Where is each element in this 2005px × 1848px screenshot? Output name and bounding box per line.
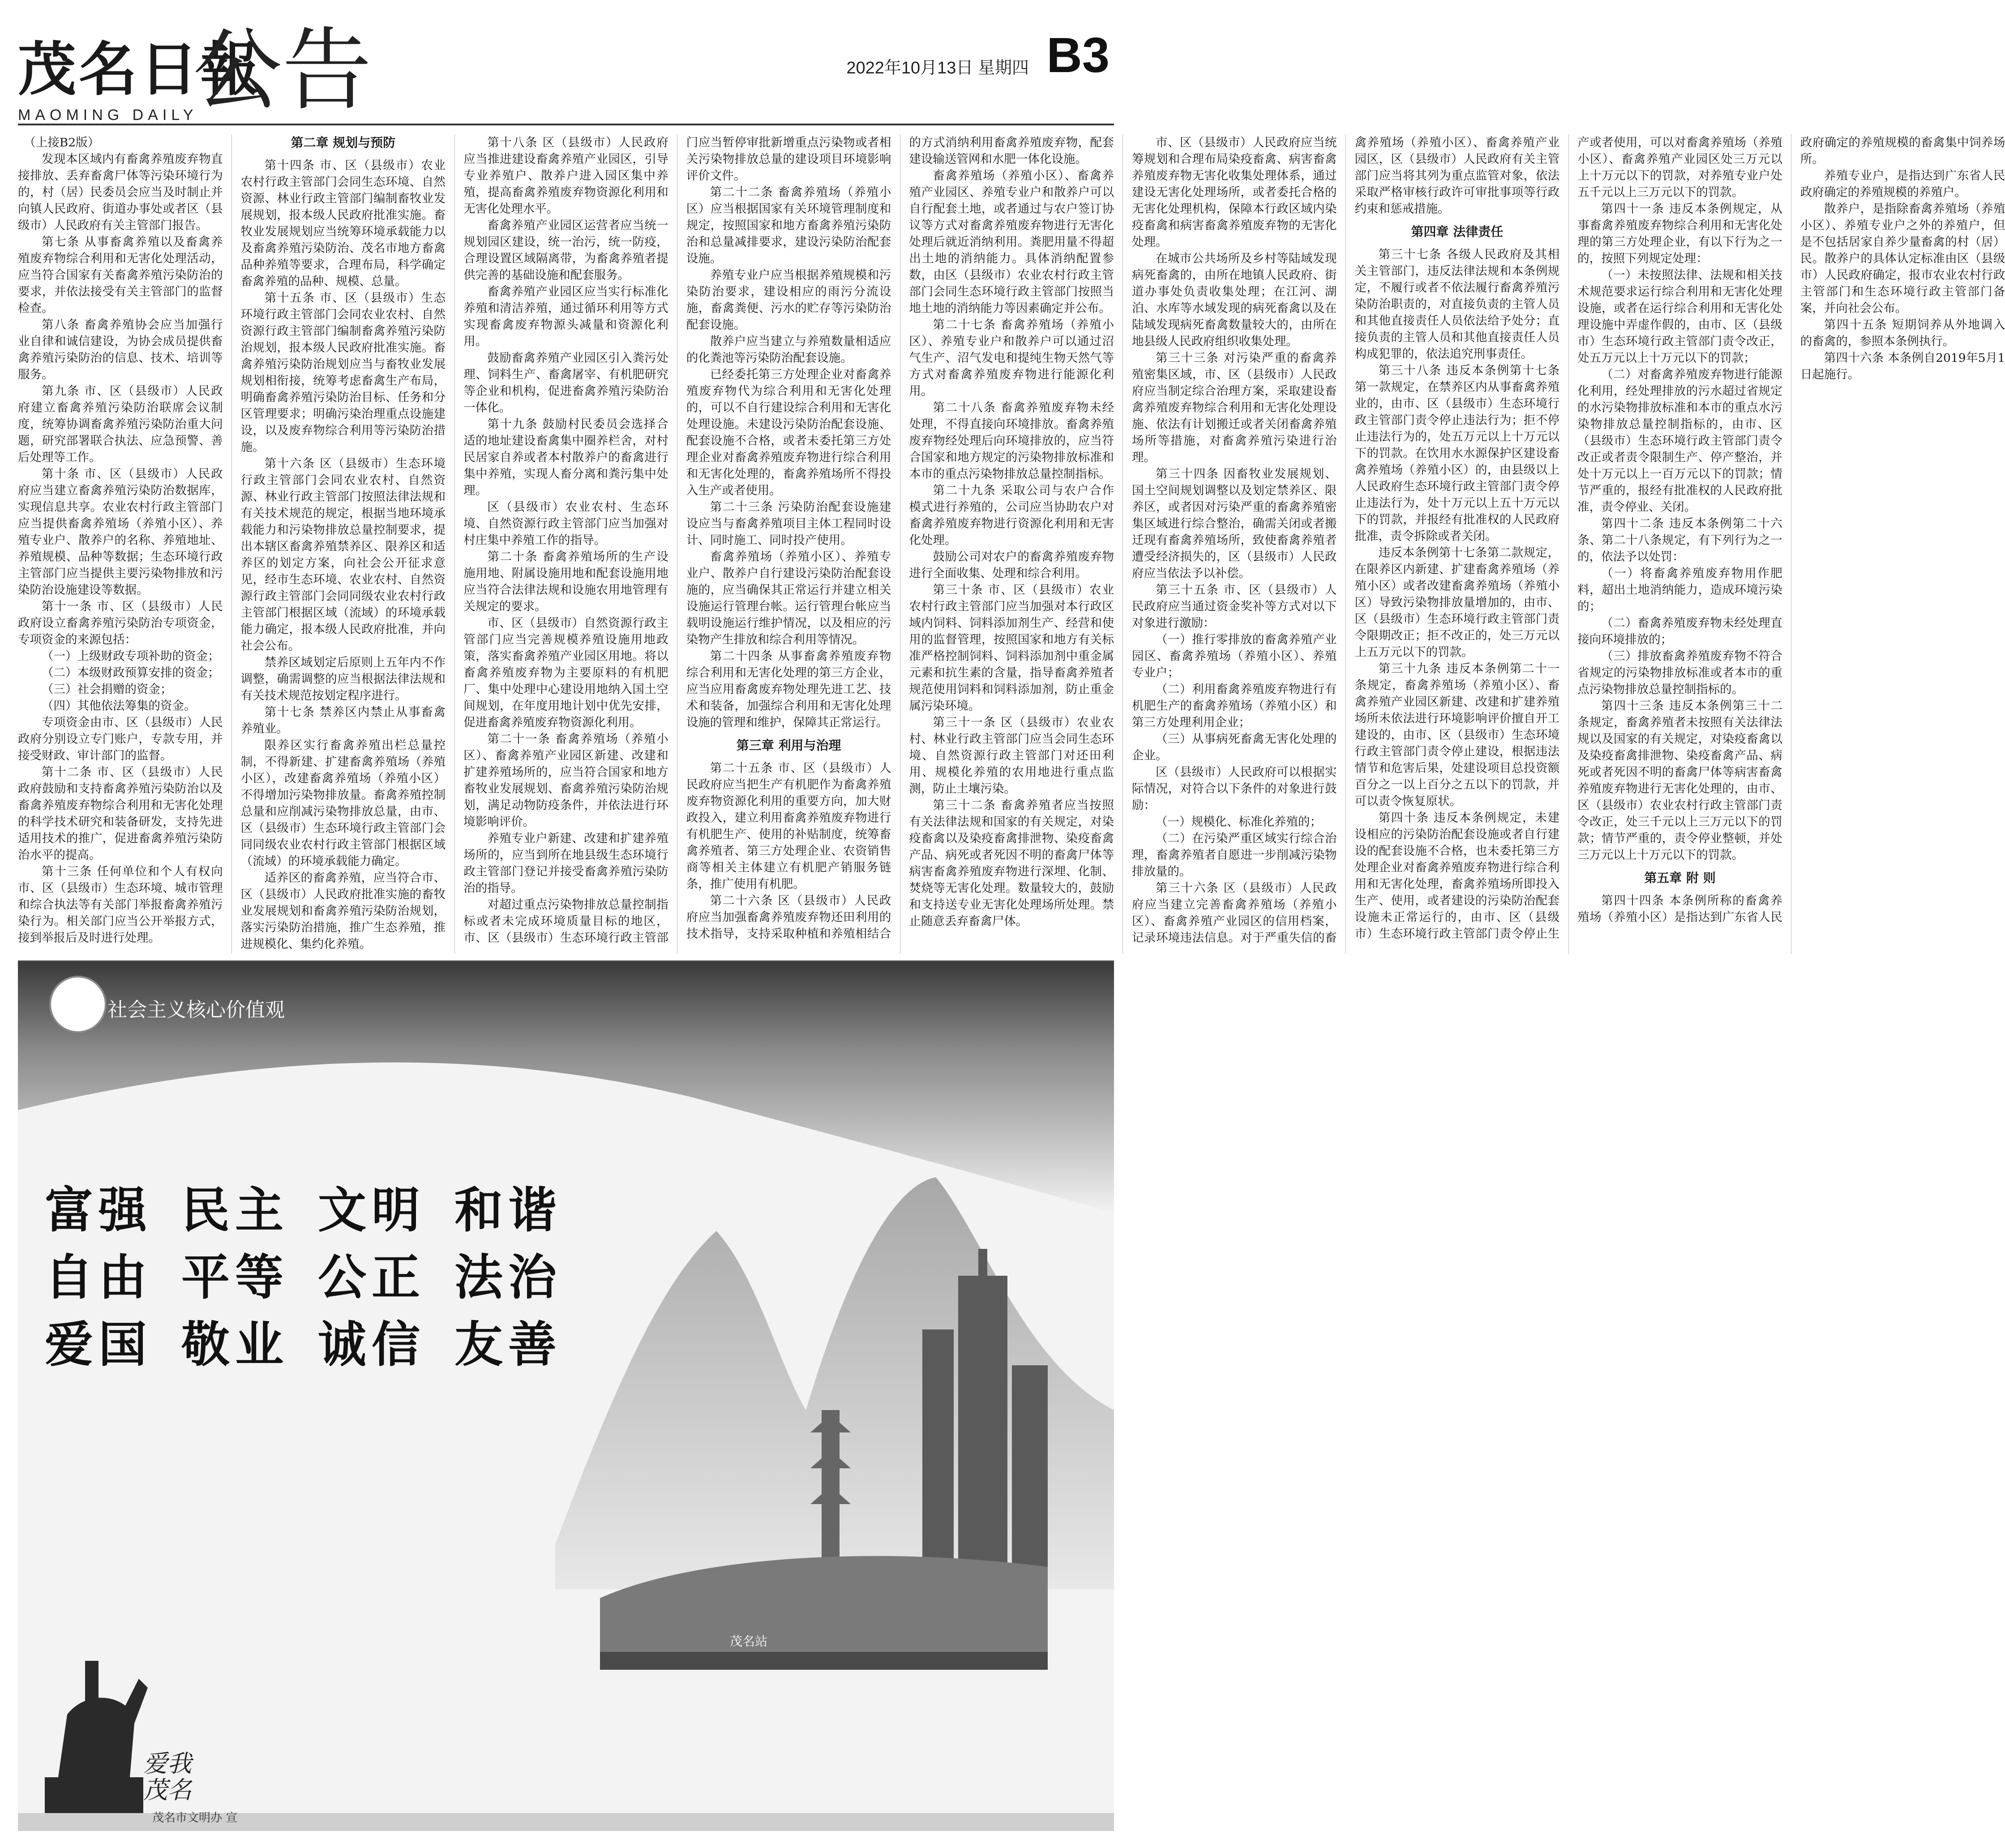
article-paragraph: 第四十四条 本条例所称的畜禽养殖场（养殖小区）是指达到广东省人民政府确定的养殖规模的畜禽集中饲养场所。 [1577,136,2005,924]
core-value-word: 自由 [45,1250,153,1306]
core-value-word: 法治 [454,1250,562,1306]
article-paragraph: 第二十七条 畜禽养殖场（养殖小区）、养殖专业户和散养户可以通过沼气生产、沼气发电和提纯生物天然气等方式对畜禽养殖废弃物进行能源化利用。 [909,318,1114,398]
article-paragraph: 第二十五条 市、区（县级市）人民政府应当把生产有机肥作为畜禽养殖废弃物资源化利用的重要方向，加大财政投入，建立利用畜禽养殖废弃物进行有机肥生产、使用的补贴制度，统筹畜禽养殖者、第三方处理企业、农资销售商等相关主体建立有机肥产销服务链条，推广使用有机肥。 [686,761,891,891]
article-paragraph: 第三十三条 对污染严重的畜禽养殖密集区域，市、区（县级市）人民政府应当制定综合治理方案，采取建设畜禽养殖废弃物综合利用和无害化处理设施、依法有计划搬迁或者关闭畜禽养殖场所等措施，对畜禽养殖污染进行治理。 [1131,351,1337,464]
issuing-office: 茂名市文明办 宣 [152,1811,238,1825]
values-row [45,1244,591,1312]
core-value-word: 敬业 [181,1317,289,1373]
section-title: 公告 [193,18,372,123]
article-paragraph: 第十三条 任何单位和个人有权向市、区（县级市）生态环境、城市管理和综合执法等有关部门举报畜禽养殖污染行为。相关部门应当公开举报方式，接到举报后及时进行处理。 [18,865,223,945]
article-paragraph: （一）上级财政专项补助的资金； [42,649,220,663]
article-paragraph: 第十一条 市、区（县级市）人民政府设立畜禽养殖污染防治专项资金，专项资金的来源包括： [18,600,223,647]
article-paragraph: 第四十六条 本条例自2019年5月1日起施行。 [1800,351,2005,382]
core-values-poster [18,960,1114,1831]
article-paragraph: 第八条 畜禽养殖协会应当加强行业自律和诚信建设，为协会成员提供畜禽养殖污染防治的信息、技术、培训等服务。 [18,318,223,382]
article-paragraph: 第三十七条 各级人民政府及其相关主管部门，违反法律法规和本条例规定，不履行或者不依法履行畜禽养殖污染防治职责的，对直接负责的主管人员和其他直接责任人员依法给予处分；直接负责的主管人员和其他直接责任人员构成犯罪的，依法追究刑事责任。 [1354,248,1560,361]
article-paragraph: 第二十三条 污染防治配套设施建设应当与畜禽养殖项目主体工程同时设计、同时施工、同时投产使用。 [686,500,891,547]
article-paragraph: 畜禽养殖产业园区应当实行标准化养殖和清洁养殖，通过循环利用等方式实现畜禽废弃物源头减量和资源化利用。 [463,285,668,348]
chapter-heading: 第四章 法律责任 [1411,224,1504,239]
article-paragraph: （二）利用畜禽养殖废弃物进行有机肥生产的畜禽养殖场（养殖小区）和第三方处理利用企业； [1131,682,1337,729]
article-paragraph: 已经委托第三方处理企业对畜禽养殖废弃物代为综合利用和无害化处理的，可以不自行建设综合利用和无害化处理设施。未建设污染防治配套设施、配套设施不合格，或者未委托第三方处理企业对畜禽养殖废弃物进行综合利用和无害化处理的，畜禽养殖场所不得投入生产或者使用。 [686,368,891,497]
slogan-line-1: 爱我 [143,1749,192,1778]
core-value-word: 和谐 [454,1183,562,1239]
values-row [45,1177,591,1244]
station-sign: 茂名站 [730,1634,768,1649]
article-paragraph: （三）社会捐赠的资金； [42,682,172,696]
article-paragraph: 第四十条 违反本条例规定，未建设相应的污染防治配套设施或者自行建设的配套设施不合格，也未委托第三方处理企业对畜禽养殖废弃物进行综合利用和无害化处理，畜禽养殖场所即投入生产、使用，或者建设的污染防治配套设施未正常运行的，由市、区（县级市）生态环境行政主管部门责令停止生产或者使用，可以对畜禽养殖场（养殖小区）、畜禽养殖产业园区处三万元以上十万元以下的罚款，对养殖专业户处五千元以上三万元以下的罚款。 [1354,136,1782,941]
page-number: B3 [1046,28,1110,83]
article-paragraph: （一）将畜禽养殖废弃物用作肥料，超出土地消纳能力，造成环境污染的； [1577,566,1782,613]
issue-date: 2022年10月13日 星期四 [846,59,1029,77]
article-paragraph: 第十四条 市、区（县级市）农业农村行政主管部门会同生态环境、自然资源、林业行政主管部门编制畜牧业发展规划，报本级人民政府批准实施。畜牧业发展规划应当统筹环境承载能力以及畜禽养殖污染防治、茂名市地方畜禽品种养殖等要求，合理布局，科学确定畜禽养殖的品种、规模、总量。 [240,159,446,288]
love-maoming-slogan [143,1750,192,1804]
slogan-line-2: 茂名 [143,1776,192,1805]
article-paragraph: 市、区（县级市）自然资源行政主管部门应当完善规模养殖设施用地政策，落实畜禽养殖产业园区用地。将以畜禽养殖废弃物为主要原料的有机肥厂、集中处理中心建设用地纳入国土空间规划，在年度用地计划中优先安排，促进畜禽养殖废弃物资源化利用。 [463,616,668,729]
article-paragraph: 第二十九条 采取公司与农户合作模式进行养殖的，公司应当协助农户对畜禽养殖废弃物进行资源化利用和无害化处理。 [909,484,1114,547]
article-paragraph: 第十五条 市、区（县级市）生态环境行政主管部门会同农业农村、自然资源行政主管部门编制畜禽养殖污染防治规划，报本级人民政府批准实施。畜禽养殖污染防治规划应当与畜牧业发展规划相衔接，统筹考虑畜禽生产布局，明确畜禽养殖污染防治目标、任务和分区管理要求；明确污染治理重点设施建设，以及废弃物综合利用等污染防治措施。 [240,291,446,454]
masthead [18,18,1114,124]
article-paragraph: 散养户应当建立与养殖数量相适应的化粪池等污染防治配套设施。 [686,334,891,365]
article-paragraph: 区（县级市）农业农村、生态环境、自然资源行政主管部门应当加强对村庄集中养殖工作的指导。 [463,500,668,547]
article-paragraph: 专项资金由市、区（县级市）人民政府分别设立专门账户，专款专用，并接受财政、审计部门的监督。 [18,716,223,763]
article-paragraph: 适养区的畜禽养殖，应当符合市、区（县级市）人民政府批准实施的畜牧业发展规划和畜禽养殖污染防治规划，落实污染防治措施，推广生态养殖，推进规模化、集约化养殖。 [240,871,446,951]
newspaper-logo [18,35,262,124]
article-paragraph: 畜禽养殖场（养殖小区）、养殖专业户、散养户自行建设污染防治配套设施的，应当确保其正常运行并建立相关设施运行管理台帐。运行管理台帐应当载明设施运行维护情况，以及相应的污染物产生排放和综合利用等情况。 [686,550,891,647]
article-paragraph: 第十九条 鼓励村民委员会选择合适的地址建设畜禽集中圈养栏舍，对村民居家自养或者本村散养户的畜禽进行集中养殖，实现人畜分离和粪污集中处理。 [463,417,668,497]
regulation-text [18,134,2005,954]
header-rule [18,124,1114,125]
logo-english: MAOMING DAILY [18,107,198,124]
core-value-word: 诚信 [318,1317,426,1373]
article-paragraph: 第十六条 区（县级市）生态环境行政主管部门会同农业农村、自然资源、林业行政主管部门按照法律法规和有关技术规范的规定，根据当地环境承载能力和污染物排放总量控制要求，提出本辖区畜禽养殖禁养区、限养区和适养区的划定方案，向社会公开征求意见，经市生态环境、农业农村、自然资源行政主管部门会同同级农业农村行政主管部门根据区域（流域）的环境承载能力确定，报本级人民政府批准，并向社会公布。 [240,457,446,653]
core-values-grid [45,1177,591,1379]
article-paragraph: 第三十一条 区（县级市）农业农村、林业行政主管部门应当会同生态环境、自然资源行政主管部门对还田利用、规模化养殖的农用地进行重点监测，防止土壤污染。 [909,716,1114,796]
article-paragraph: 对超过重点污染物排放总量控制指标或者未完成环境质量目标的地区，市、区（县级市）生态环境行政主管部门应当暂停审批新增重点污染物或者相关污染物排放总量的建设项目环境影响评价文件。 [463,136,891,945]
article-paragraph: 第三十二条 畜禽养殖者应当按照有关法律法规和国家的有关规定，对染疫畜禽以及染疫畜禽排泄物、染疫畜禽产品、病死或者死因不明的畜禽尸体等病害畜禽养殖废弃物进行深埋、化制、焚烧等无害化处理。数量较大的，鼓励和支持送专业无害化处理场所处理。禁止随意丢弃畜禽尸体。 [909,798,1114,928]
core-value-word: 爱国 [45,1317,153,1373]
article-paragraph: （一）未按照法律、法规和相关技术规范要求运行综合利用和无害化处理设施，或者在运行综合利用和无害化处理设施中弄虚作假的，由市、区（县级市）生态环境行政主管部门责令改正，处五万元以上十万元以下的罚款； [1577,268,1782,365]
article-paragraph: 第三十九条 违反本条例第二十一条规定，畜禽养殖场（养殖小区）、畜禽养殖产业园区新建、改建和扩建养殖场所未依法进行环境影响评价擅自开工建设的，由市、区（县级市）生态环境行政主管部门责令停止建设，根据违法情节和危害后果，处建设项目总投资额百分之一以上百分之五以下的罚款，并可以责令恢复原状。 [1354,662,1560,808]
article-paragraph: 第三十八条 违反本条例第十七条第一款规定，在禁养区内从事畜禽养殖业的，由市、区（县级市）生态环境行政主管部门责令停止违法行为；拒不停止违法行为的，处五万元以上十万元以下的罚款。在饮用水水源保护区建设畜禽养殖场（养殖小区）的，由县级以上人民政府生态环境行政主管部门责令停止违法行为，处十万元以上五十万元以下的罚款，并报经有批准权的人民政府批准，责令拆除或者关闭。 [1354,364,1560,543]
article-paragraph: 散养户，是指除畜禽养殖场（养殖小区）、养殖专业户之外的养殖户，但是不包括居家自养少量畜禽的村（居）民。散养户的具体认定标准由区（县级市）人民政府确定，报市农业农村行政主管部门和生态环境行政主管部门备案，并向社会公布。 [1800,202,2005,315]
core-value-word: 友善 [454,1317,562,1373]
article-paragraph: 第二十一条 畜禽养殖场（养殖小区）、畜禽养殖产业园区新建、改建和扩建养殖场所的，应当符合国家和地方畜牧业发展规划、畜禽养殖污染防治规划，满足动物防疫条件，并依法进行环境影响评价。 [463,732,668,829]
article-paragraph: 第二十四条 从事畜禽养殖废弃物综合利用和无害化处理的第三方企业，应当应用畜禽废弃物处理先进工艺、技术和装备，加强综合利用和无害化处理设施的管理和维护，保障其正常运行。 [686,649,891,729]
article-paragraph: 在城市公共场所及乡村等陆域发现病死畜禽的，由所在地镇人民政府、街道办事处负责收集处理；在江河、湖泊、水库等水域发现的病死畜禽以及在陆域发现病死畜禽数量较大的，由所在地县级人民政府组织收集处理。 [1131,252,1337,348]
article-paragraph: （二）在污染严重区域实行综合治理，畜禽养殖者自愿进一步削减污染物排放量的。 [1131,832,1337,879]
article-paragraph: 第三十条 市、区（县级市）农业农村行政主管部门应当加强对本行政区域内饲料、饲料添加剂生产、经营和使用的监督管理，按照国家和地方有关标准严格控制饲料、饲料添加剂中重金属元素和抗生素的含量，指导畜禽养殖者规范使用饲料和饲料添加剂，防止重金属污染环境。 [909,583,1114,713]
article-paragraph: 第九条 市、区（县级市）人民政府建立畜禽养殖污染防治联席会议制度，统筹协调畜禽养殖污染防治重大问题，研究部署联合执法、应急预警、善后处理等工作。 [18,384,223,464]
article-paragraph: 第三十四条 因畜牧业发展规划、国土空间规划调整以及划定禁养区、限养区，或者因对污染严重的畜禽养殖密集区域进行综合整治，确需关闭或者搬迁现有畜禽养殖场所，致使畜禽养殖者遭受经济损失的，区（县级市）人民政府应当依法予以补偿。 [1131,467,1337,580]
article-paragraph: （二）畜禽养殖废弃物未经处理直接向环境排放的； [1577,616,1782,647]
article-paragraph: 第四十一条 违反本条例规定，从事畜禽养殖废弃物综合利用和无害化处理的第三方处理企业，有以下行为之一的，按照下列规定处理： [1577,202,1782,266]
article-paragraph: 第二十八条 畜禽养殖废弃物未经处理，不得直接向环境排放。畜禽养殖废弃物经处理后向环境排放的，应当符合国家和地方规定的污染物排放标准和本市的重点污染物排放总量控制指标。 [909,401,1114,481]
article-paragraph: （四）其他依法筹集的资金。 [42,699,196,713]
article-paragraph: 第二十条 畜禽养殖场所的生产设施用地、附属设施用地和配套设施用地应当符合法律法规和设施农用地管理有关规定的要求。 [463,550,668,613]
core-value-word: 民主 [181,1183,289,1239]
article-paragraph: （二）对畜禽养殖废弃物进行能源化利用，经处理排放的污水超过省规定的水污染物排放标准和本市的重点水污染物排放总量控制指标的，由市、区（县级市）生态环境行政主管部门责令改正或者责令限制生产、停产整治，并处十万元以上一百万元以下的罚款；情节严重的，报经有批准权的人民政府批准，责令停业、关闭。 [1577,368,1782,514]
article-paragraph: 发现本区域内有畜禽养殖废弃物直接排放、丢弃畜禽尸体等污染环境行为的，村（居）民委员会应当及时制止并向镇人民政府、街道办事处或者区（县级市）人民政府有关主管部门报告。 [18,152,223,232]
article-paragraph: （一）推行零排放的畜禽养殖产业园区、畜禽养殖场（养殖小区）、养殖专业户； [1131,633,1337,680]
article-paragraph: 第十二条 市、区（县级市）人民政府鼓励和支持畜禽养殖污染防治以及畜禽养殖废弃物综合利用和无害化处理的科学技术研究和装备研发，支持先进适用技术的推广，促进畜禽养殖污染防治水平的提高。 [18,765,223,862]
article-paragraph: （二）本级财政预算安排的资金； [42,666,220,680]
article-paragraph: 养殖专业户，是指达到广东省人民政府确定的养殖规模的养殖户。 [1800,169,2005,199]
article-paragraph: 第二十二条 畜禽养殖场（养殖小区）应当根据国家有关环境管理制度和规定，按照国家和地方畜禽养殖污染防治和总量减排要求，建设污染防治配套设施。 [686,185,891,266]
article-paragraph: 养殖专业户新建、改建和扩建养殖场所的，应当到所在地县级生态环境行政主管部门登记并接受畜禽养殖污染防治的指导。 [463,832,668,895]
core-value-word: 文明 [318,1183,426,1239]
article-paragraph: 违反本条例第十七条第二款规定，在限养区内新建、扩建畜禽养殖场（养殖小区）或者改建畜禽养殖场（养殖小区）导致污染物排放量增加的，由市、区（县级市）生态环境行政主管部门责令限期改正；拒不改正的，处三万元以上五万元以下的罚款。 [1354,546,1560,659]
article-paragraph: 畜禽养殖产业园区运营者应当统一规划园区建设，统一治污，统一防疫，合理设置区域隔离带，为畜禽养殖者提供完善的基础设施和配套服务。 [463,219,668,282]
article-paragraph: 第四十二条 违反本条例第二十六条、第二十八条规定，有下列行为之一的，依法予以处罚： [1577,517,1782,564]
article-paragraph: 第十条 市、区（县级市）人民政府应当建立畜禽养殖污染防治数据库，实现信息共享。农业农村行政主管部门应当提供畜禽养殖场（养殖小区）、养殖专业户、散养户的名称、养殖地址、养殖规模、品种等数据；生态环境行政主管部门应当提供主要污染物排放和污染防治设施建设等数据。 [18,467,223,597]
article-paragraph: 养殖专业户应当根据养殖规模和污染防治要求，建设相应的雨污分流设施，畜禽粪便、污水的贮存等污染防治配套设施。 [686,268,891,332]
chapter-heading: 第三章 利用与治理 [736,738,841,753]
article-paragraph: 第十七条 禁养区内禁止从事畜禽养殖业。 [240,705,446,736]
article-paragraph: 第四十三条 违反本条例第三十二条规定，畜禽养殖者未按照有关法律法规以及国家的有关规定，对染疫畜禽以及染疫畜禽排泄物、染疫畜禽产品、病死或者死因不明的畜禽尸体等病害畜禽养殖废弃物进行无害化处理的，由市、区（县级市）农业农村行政主管部门责令改正，处三千元以上三万元以下的罚款；情节严重的，责令停业整顿，并处三万元以上十万元以下的罚款。 [1577,699,1782,862]
chapter-heading: 第五章 附 则 [1644,870,1716,885]
article-paragraph: 第三十六条 区（县级市）人民政府应当建立完善畜禽养殖场（养殖小区）、畜禽养殖产业园区的信用档案，记录环境违法信息。对于严重失信的畜禽养殖场（养殖小区）、畜禽养殖产业园区，区（县级市）人民政府有关主管部门应当将其列为重点监管对象，依法采取严格审核行政许可审批事项等行政约束和惩戒措施。 [1131,136,1560,945]
chapter-heading: 第二章 规划与预防 [291,135,396,150]
article-paragraph: 区（县级市）人民政府可以根据实际情况，对符合以下条件的对象进行鼓励： [1131,765,1337,812]
article-paragraph: （一）规模化、标准化养殖的； [1155,815,1322,829]
article-paragraph: 第七条 从事畜禽养殖以及畜禽养殖废弃物综合利用和无害化处理活动，应当符合国家有关畜禽养殖污染防治的要求，并依法接受有关主管部门的监督检查。 [18,235,223,315]
article-paragraph: 鼓励畜禽养殖产业园区引入粪污处理、饲料生产、畜禽屠宰、有机肥研究等企业和机构，促进畜禽养殖污染防治一体化。 [463,351,668,415]
article-paragraph: （三）从事病死畜禽无害化处理的企业。 [1131,732,1337,763]
article-paragraph: 第十八条 区（县级市）人民政府应当推进建设畜禽养殖产业园区，引导专业养殖户、散养户进入园区集中养殖，提高畜禽养殖废弃物资源化利用和无害化处理水平。 [463,136,668,216]
core-value-word: 公正 [318,1250,426,1306]
poster-illustration [18,962,1114,1831]
article-paragraph: 禁养区域划定后原则上五年内不作调整，确需调整的应当根据法律法规和有关技术规范按划定程序进行。 [240,656,446,703]
article-paragraph: 市、区（县级市）人民政府应当统筹规划和合理布局染疫畜禽、病害畜禽养殖废弃物无害化收集处理体系，通过建设无害化处理场所，或者委托合格的无害化处理机构，保障本行政区域内染疫畜禽和病害畜禽养殖废弃物的无害化处理。 [1131,136,1337,249]
logo-chinese: 茂名日報 [18,35,262,103]
article-paragraph: 畜禽养殖场（养殖小区）、畜禽养殖产业园区、养殖专业户和散养户可以自行配套土地，或者通过与农户签订协议等方式对畜禽养殖废弃物进行无害化处理后就近消纳利用。粪肥用量不得超出土地的消纳能力。具体消纳配置参数，由区（县级市）农业农村行政主管部门会同生态环境行政主管部门按照当地土地的消纳能力等因素确定并公布。 [909,169,1114,315]
values-row [45,1312,591,1379]
article-paragraph: 第二十六条 区（县级市）人民政府应当加强畜禽养殖废弃物还田利用的技术指导，支持采取种植和养殖相结合的方式消纳利用畜禽养殖废弃物，配套建设输送管网和水肥一体化设施。 [686,136,1114,941]
core-value-word: 平等 [181,1250,289,1306]
article-paragraph: 第三十五条 市、区（县级市）人民政府应当通过资金奖补等方式对以下对象进行激励： [1131,583,1337,630]
poster-header: 社会主义核心价值观 [107,999,285,1021]
civilization-badge-icon [49,976,107,1033]
article-paragraph: （三）排放畜禽养殖废弃物不符合省规定的污染物排放标准或者本市的重点污染物排放总量控制指标的。 [1577,649,1782,696]
article-paragraph: （上接B2版） [24,136,100,150]
article-paragraph: 限养区实行畜禽养殖出栏总量控制，不得新建、扩建畜禽养殖场（养殖小区），改建畜禽养殖场（养殖小区）不得增加污染物排放量。畜禽养殖控制总量和应削减污染物排放总量，由市、区（县级市）生态环境行政主管部门会同同级农业农村行政主管部门根据区域（流域）的环境承载能力确定。 [240,738,446,868]
core-value-word: 富强 [45,1183,153,1239]
article-paragraph: 鼓励公司对农户的畜禽养殖废弃物进行全面收集、处理和综合利用。 [909,550,1114,580]
article-paragraph: 第四十五条 短期饲养从外地调入的畜禽的，参照本条例执行。 [1800,318,2005,348]
